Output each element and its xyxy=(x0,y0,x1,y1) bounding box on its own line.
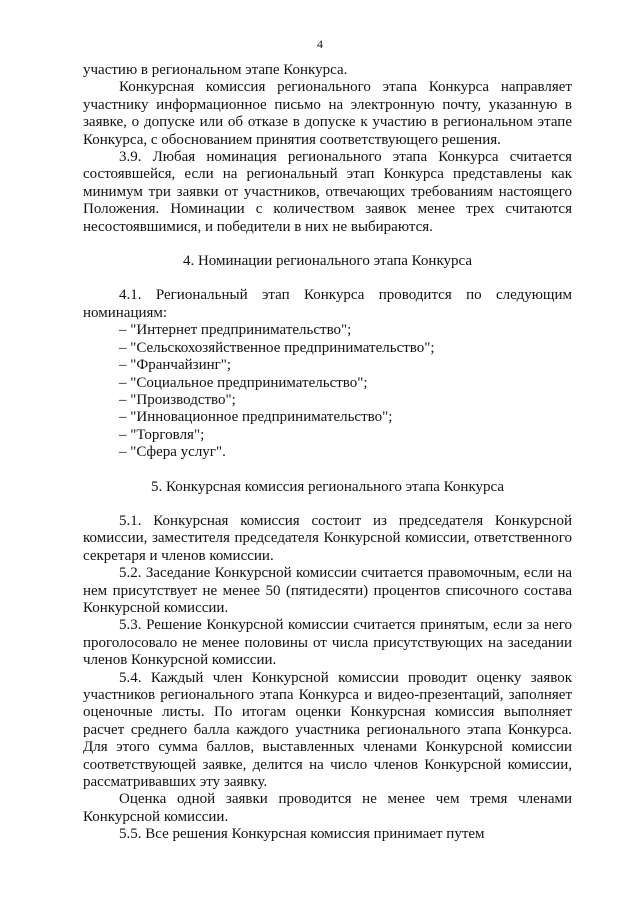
paragraph: 3.9. Любая номинация регионального этапа Конкурса считается состоявшейся, если на региональный этап Конкурса представлены как минимум три заявки от участников, отвечающих требованиям настоящего Положения. Номинации с количеством заявок менее трех считаются несостоявшимися, и победители в них не выбираются. xyxy=(83,149,572,235)
page-number: 4 xyxy=(317,37,323,51)
list-item: – "Сельскохозяйственное предпринимательство"; xyxy=(119,339,435,356)
list-item: – "Торговля"; xyxy=(119,426,205,443)
list-item: – "Интернет предпринимательство"; xyxy=(119,322,352,339)
paragraph: 5.2. Заседание Конкурсной комиссии считается правомочным, если на нем присутствует не менее 50 (пятидесяти) процентов списочного состава Конкурсной комиссии. xyxy=(83,565,572,616)
list-item: – "Сфера услуг". xyxy=(119,444,226,461)
paragraph: 5.1. Конкурсная комиссия состоит из председателя Конкурсной комиссии, заместителя председателя Конкурсной комиссии, ответственного секретаря и членов комиссии. xyxy=(83,512,572,564)
list-item: – "Производство"; xyxy=(119,391,236,408)
nominations-list xyxy=(83,322,572,461)
paragraph: 5.4. Каждый член Конкурсной комиссии проводит оценку заявок участников регионального этапа Конкурса и видео-презентаций, заполняет оценочные листы. По итогам оценки Конкурсная комиссия выполняет расчет среднего балла каждого участника регионального этапа Конкурса. Для этого сумма баллов, выставленных членами Конкурсной комиссии соответствующей заявке, делится на число членов Конкурсной комиссии, рассматривавших эту заявку. xyxy=(83,669,572,791)
paragraph: 5.5. Все решения Конкурсная комиссия принимает путем xyxy=(119,826,485,843)
paragraph: 4.1. Региональный этап Конкурса проводится по следующим номинациям: xyxy=(83,287,572,321)
paragraph: Оценка одной заявки проводится не менее чем тремя членами Конкурсной комиссии. xyxy=(83,791,572,825)
paragraph: участию в региональном этапе Конкурса. xyxy=(83,62,348,78)
section-heading-5: 5. Конкурсная комиссия регионального этапа Конкурса xyxy=(150,478,505,495)
list-item: – "Инновационное предпринимательство"; xyxy=(119,409,393,426)
list-item: – "Социальное предпринимательство"; xyxy=(119,374,368,391)
document-body xyxy=(83,62,572,844)
section-heading-4: 4. Номинации регионального этапа Конкурса xyxy=(182,253,473,270)
paragraph: Конкурсная комиссия регионального этапа Конкурса направляет участнику информационное письмо на электронную почту, указанную в заявке, о допуске или об отказе в допуске к участию в региональном этапе Конкурса, с обоснованием принятия соответствующего решения. xyxy=(83,79,572,148)
list-item: – "Франчайзинг"; xyxy=(119,357,232,374)
paragraph: 5.3. Решение Конкурсной комиссии считается принятым, если за него проголосовало не менее половины от числа присутствующих на заседании членов Конкурсной комиссии. xyxy=(83,617,572,669)
